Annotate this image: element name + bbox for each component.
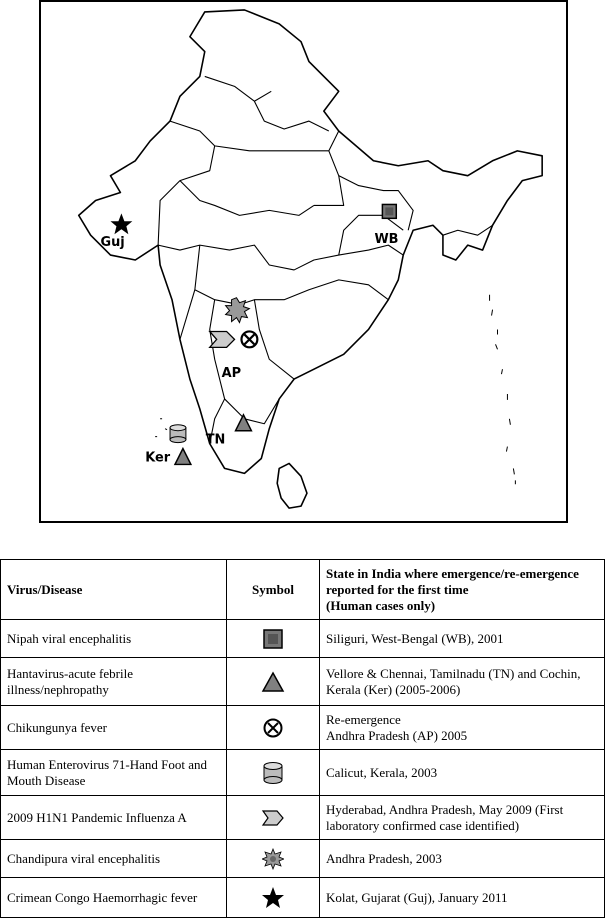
label-ker: Ker <box>145 450 171 466</box>
header-disease: Virus/Disease <box>1 560 227 620</box>
starburst-icon <box>262 848 284 870</box>
islands <box>155 295 515 485</box>
sri-lanka <box>277 463 307 508</box>
square-icon <box>262 628 284 650</box>
triangle-icon <box>261 671 285 693</box>
label-wb: WB <box>374 232 399 248</box>
symbol-cell <box>227 840 320 878</box>
map-circled-x-marker <box>241 331 257 347</box>
location-cell: Hyderabad, Andhra Pradesh, May 2009 (First laboratory confirmed case identified) <box>320 796 605 840</box>
map-starburst-marker <box>226 298 250 323</box>
table-row <box>1 750 605 796</box>
location-line1: Re-emergence <box>326 711 401 727</box>
header-location-line2: reported for the first time <box>326 581 469 597</box>
disease-cell: Crimean Congo Haemorrhagic fever <box>1 878 227 918</box>
state-borders <box>158 76 492 443</box>
disease-cell: Chandipura viral encephalitis <box>1 840 227 878</box>
disease-cell: Human Enterovirus 71-Hand Foot and Mouth Disease <box>1 750 227 796</box>
india-outline <box>79 10 542 473</box>
table-row <box>1 878 605 918</box>
location-cell: Kolat, Gujarat (Guj), January 2011 <box>320 878 605 918</box>
header-location-line1: State in India where emergence/re-emergence <box>326 565 579 581</box>
star-icon <box>261 886 285 910</box>
disease-cell: Chikungunya fever <box>1 706 227 750</box>
location-cell: Siliguri, West-Bengal (WB), 2001 <box>320 620 605 658</box>
disease-cell: Hantavirus-acute febrile illness/nephropathy <box>1 658 227 706</box>
table-row <box>1 796 605 840</box>
table-row <box>1 658 605 706</box>
legend-table <box>0 559 605 918</box>
header-location-line3: (Human cases only) <box>326 597 436 613</box>
location-cell <box>320 706 605 750</box>
disease-cell: Nipah viral encephalitis <box>1 620 227 658</box>
symbol-cell <box>227 620 320 658</box>
map-triangle-marker-tn <box>236 415 252 431</box>
table-row <box>1 620 605 658</box>
disease-cell: 2009 H1N1 Pandemic Influenza A <box>1 796 227 840</box>
map-square-marker <box>382 204 396 218</box>
map-triangle-marker-ker <box>175 449 191 465</box>
map-chevron-marker <box>210 331 235 347</box>
symbol-cell <box>227 878 320 918</box>
india-map <box>39 0 568 523</box>
header-location <box>320 560 605 620</box>
symbol-cell <box>227 750 320 796</box>
location-cell: Vellore & Chennai, Tamilnadu (TN) and Cochin, Kerala (Ker) (2005-2006) <box>320 658 605 706</box>
label-tn: TN <box>205 432 226 448</box>
label-guj: Guj <box>100 235 125 251</box>
circled-x-icon <box>262 717 284 739</box>
india-map-svg <box>41 2 566 521</box>
table-row <box>1 706 605 750</box>
symbol-cell <box>227 796 320 840</box>
table-row <box>1 840 605 878</box>
chevron-icon <box>261 808 285 828</box>
symbol-cell <box>227 658 320 706</box>
header-symbol: Symbol <box>227 560 320 620</box>
map-star-marker <box>110 213 132 234</box>
label-ap: AP <box>221 366 242 382</box>
location-line2: Andhra Pradesh (AP) 2005 <box>326 727 468 743</box>
location-cell: Calicut, Kerala, 2003 <box>320 750 605 796</box>
map-cylinder-marker <box>170 425 186 443</box>
location-cell: Andhra Pradesh, 2003 <box>320 840 605 878</box>
cylinder-icon <box>262 761 284 785</box>
symbol-cell <box>227 706 320 750</box>
legend-header-row <box>1 560 605 620</box>
